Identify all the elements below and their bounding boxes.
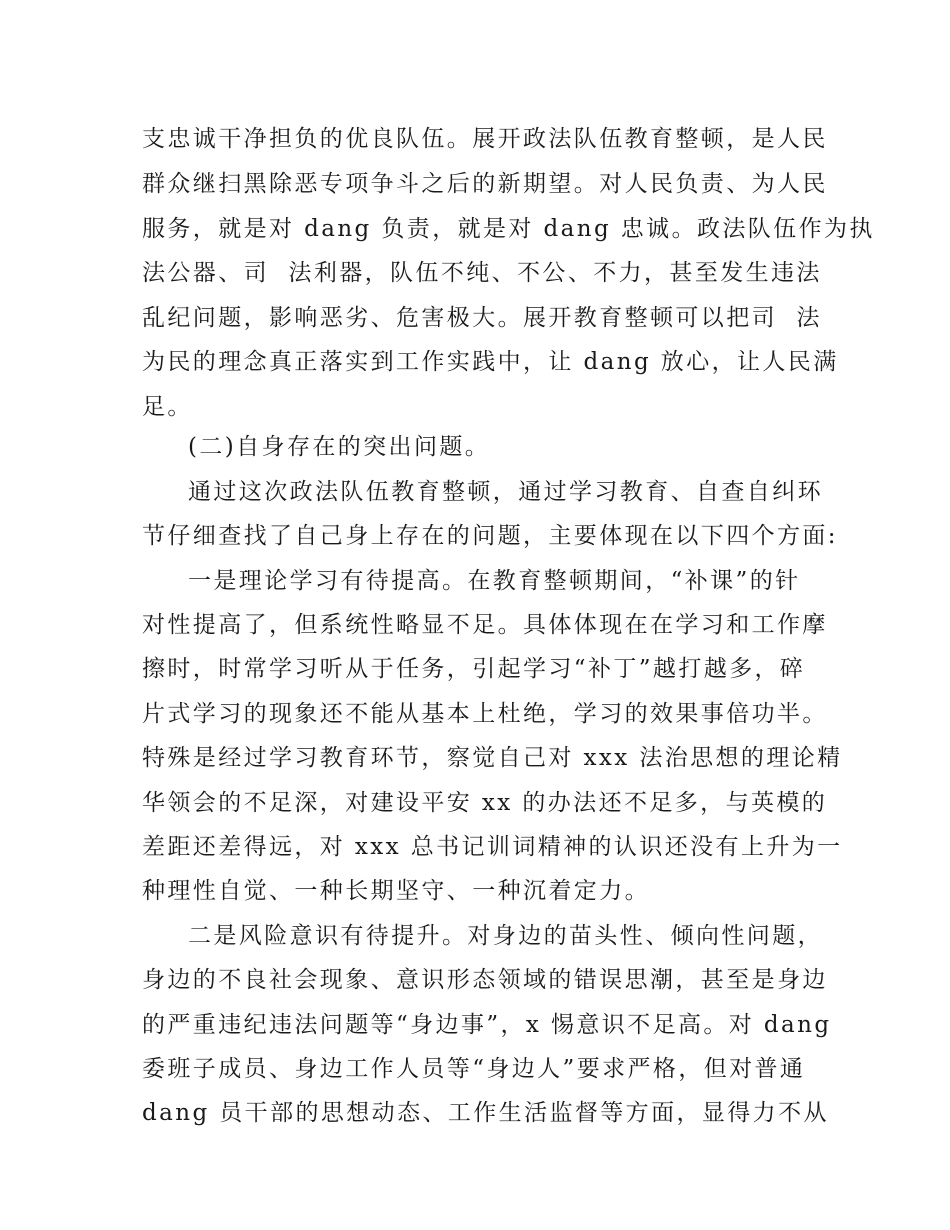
text-line: 二是风险意识有待提升。对身边的苗头性、倾向性问题， [188,923,823,949]
text-line: 种理性自觉、一种长期坚守、一种沉着定力。 [142,878,650,904]
text-line: 乱纪问题，影响恶劣、危害极大。展开教育整顿可以把司 法 [142,305,822,331]
text-line: 委班子成员、身边工作人员等“身边人”要求严格，但对普通 [142,1056,806,1082]
text-line: 华领会的不足深，对建设平安 xx 的办法还不足多，与英模的 [142,790,828,816]
text-line: 支忠诚干净担负的优良队伍。展开政法队伍教育整顿，是人民 [142,126,828,152]
text-line: 擦时，时常学习听从于任务，引起学习“补丁”越打越多，碎 [142,656,806,682]
text-line: 节仔细查找了自己身上存在的问题，主要体现在以下四个方面: [142,523,838,549]
text-line: 一是理论学习有待提高。在教育整顿期间，“补课”的针 [188,568,801,594]
section-heading: (二)自身存在的突出问题。 [188,434,491,460]
text-line: 群众继扫黑除恶专项争斗之后的新期望。对人民负责、为人民 [142,171,828,197]
text-line: 对性提高了，但系统性略显不足。具体体现在在学习和工作摩 [142,612,828,638]
text-line: 法公器、司 法利器，队伍不纯、不公、不力，甚至发生违法 [142,260,822,286]
text-line: 服务，就是对 dang 负责，就是对 dang 忠诚。政法队伍作为执 [142,216,875,242]
text-line: 足。 [142,394,193,420]
text-line: 身边的不良社会现象、意识形态领域的错误思潮，甚至是身边 [142,967,828,993]
text-line: 片式学习的现象还不能从基本上杜绝，学习的效果事倍功半。 [142,701,828,727]
text-line: 特殊是经过学习教育环节，察觉自己对 xxx 法治思想的理论精 [142,745,843,771]
text-line: dang 员干部的思想动态、工作生活监督等方面，显得力不从 [142,1100,829,1126]
text-line: 为民的理念真正落实到工作实践中，让 dang 放心，让人民满 [142,349,839,375]
text-line: 差距还差得远，对 xxx 总书记训词精神的认识还没有上升为一 [142,834,843,860]
text-line: 通过这次政法队伍教育整顿，通过学习教育、自查自纠环 [188,479,823,505]
text-line: 的严重违纪违法问题等“身边事”，x 惕意识不足高。对 dang [142,1012,832,1038]
